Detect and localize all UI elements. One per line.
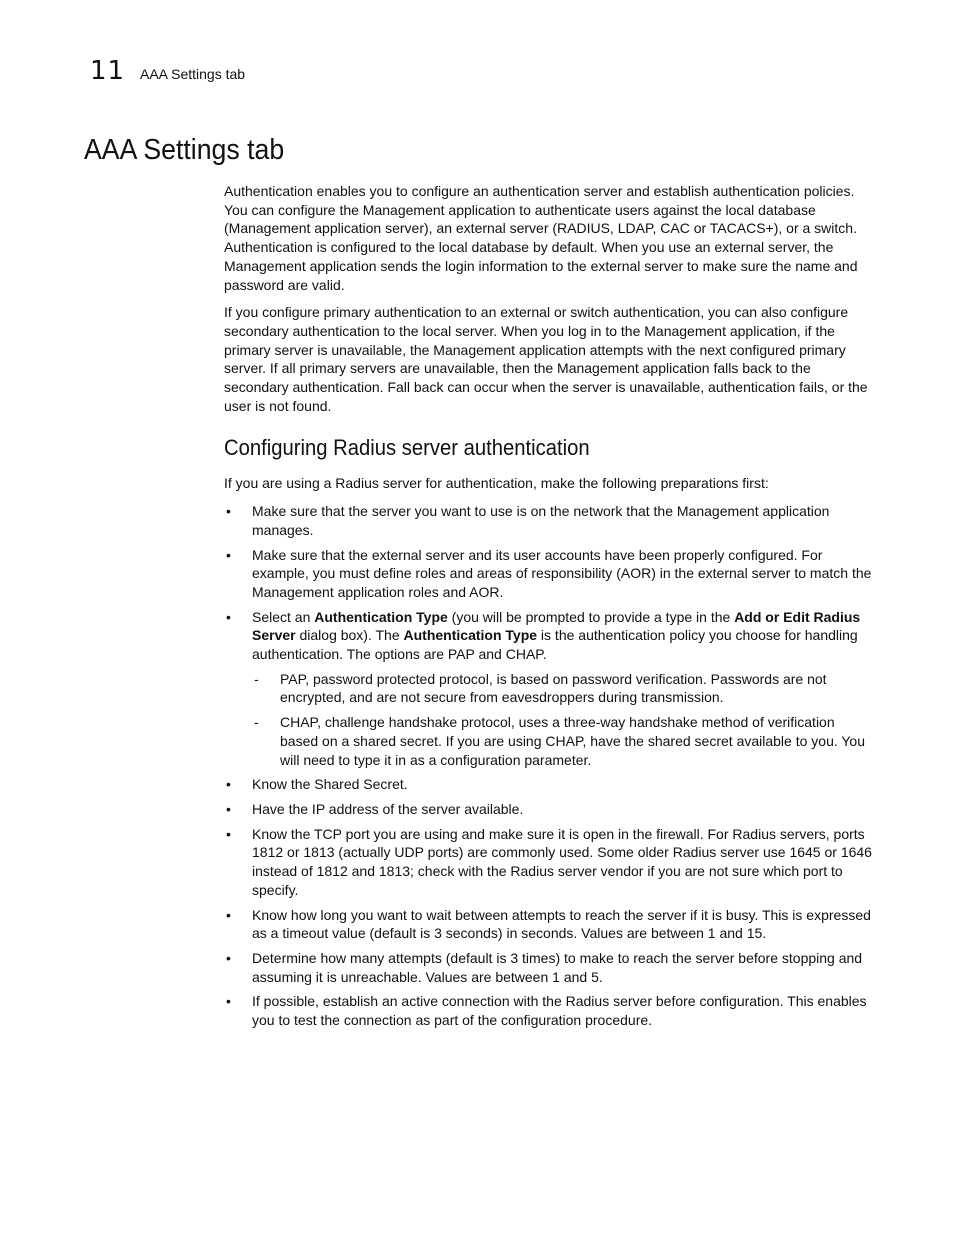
list-item: • If possible, establish an active connection with the Radius server before configuration. This enables you to test the connection as part of the configuration procedure. bbox=[224, 992, 874, 1029]
list-item-authentication-type: • Select an Authentication Type (you will be prompted to provide a type in the Add or Edit Radius Server dialog box). The Authentication Type is the authentication policy you choose for handling authentication. The options are PAP and CHAP. - PAP, password protected protocol, is based on password verification. Passwords are not encrypted, and are not secure from eavesdroppers during transmission. - CHAP, challenge handshake protocol, uses a three-way handshake method of verification based on a shared secret. If you are using CHAP, have the shared secret available to you. You will need to type it in as a configuration parameter. bbox=[224, 608, 874, 770]
body-content bbox=[224, 182, 874, 1036]
ui-term: Authentication Type bbox=[403, 627, 538, 644]
ui-term: Add or Edit Radius Server bbox=[252, 608, 861, 644]
section-lead: If you are using a Radius server for authentication, make the following preparations first: bbox=[224, 475, 769, 492]
chapter-number: 11 bbox=[90, 56, 126, 86]
list-item: • Know the Shared Secret. bbox=[224, 775, 874, 794]
intro-paragraph-2: If you configure primary authentication to an external or switch authentication, you can also configure secondary authentication to the local server. When you log in to the Management application, if the primary server is unavailable, the Management application attempts with the next configured primary server. If all primary servers are unavailable, then the Management application falls back to the secondary authentication. Fall back can occur when the server is unavailable, authentication fails, or the user is not found. bbox=[224, 304, 868, 414]
preparation-list bbox=[224, 502, 874, 1030]
running-header-title: AAA Settings tab bbox=[140, 66, 246, 82]
list-item-chap: - CHAP, challenge handshake protocol, uses a three-way handshake method of verification based on a shared secret. If you are using CHAP, have the shared secret available to you. You will need to type it in as a configuration parameter. bbox=[252, 713, 874, 769]
list-item: • Make sure that the server you want to use is on the network that the Management application manages. bbox=[224, 502, 874, 539]
ui-term: Authentication Type bbox=[314, 608, 448, 625]
list-item: • Have the IP address of the server available. bbox=[224, 800, 874, 819]
authentication-options-list bbox=[252, 670, 874, 770]
list-item: • Know how long you want to wait between attempts to reach the server if it is busy. This is expressed as a timeout value (default is 3 seconds) in seconds. Values are between 1 and 15. bbox=[224, 906, 874, 943]
list-item: • Make sure that the external server and its user accounts have been properly configured. For example, you must define roles and areas of responsibility (AOR) in the external server to match the Management application roles and AOR. bbox=[224, 546, 874, 602]
intro-paragraph-1: Authentication enables you to configure an authentication server and establish authentication policies. You can configure the Management application to authenticate users against the local database (Management application server), an external server (RADIUS, LDAP, CAC or TACACS+), or a switch. Authentication is configured to the local database by default. When you use an external server, the Management application sends the login information to the external server to make sure the name and password are valid. bbox=[224, 183, 858, 293]
section-heading: Configuring Radius server authentication bbox=[224, 435, 590, 461]
list-item: • Determine how many attempts (default is 3 times) to make to reach the server before stopping and assuming it is unreachable. Values are between 1 and 5. bbox=[224, 949, 874, 986]
list-item-pap: - PAP, password protected protocol, is based on password verification. Passwords are not encrypted, and are not secure from eavesdroppers during transmission. bbox=[252, 670, 874, 707]
page-title: AAA Settings tab bbox=[84, 134, 285, 166]
list-item: • Know the TCP port you are using and make sure it is open in the firewall. For Radius servers, ports 1812 or 1813 (actually UDP ports) are commonly used. Some older Radius server use 1645 or 1646 instead of 1812 and 1813; check with the Radius server vendor if you are not sure which port to specify. bbox=[224, 825, 874, 900]
